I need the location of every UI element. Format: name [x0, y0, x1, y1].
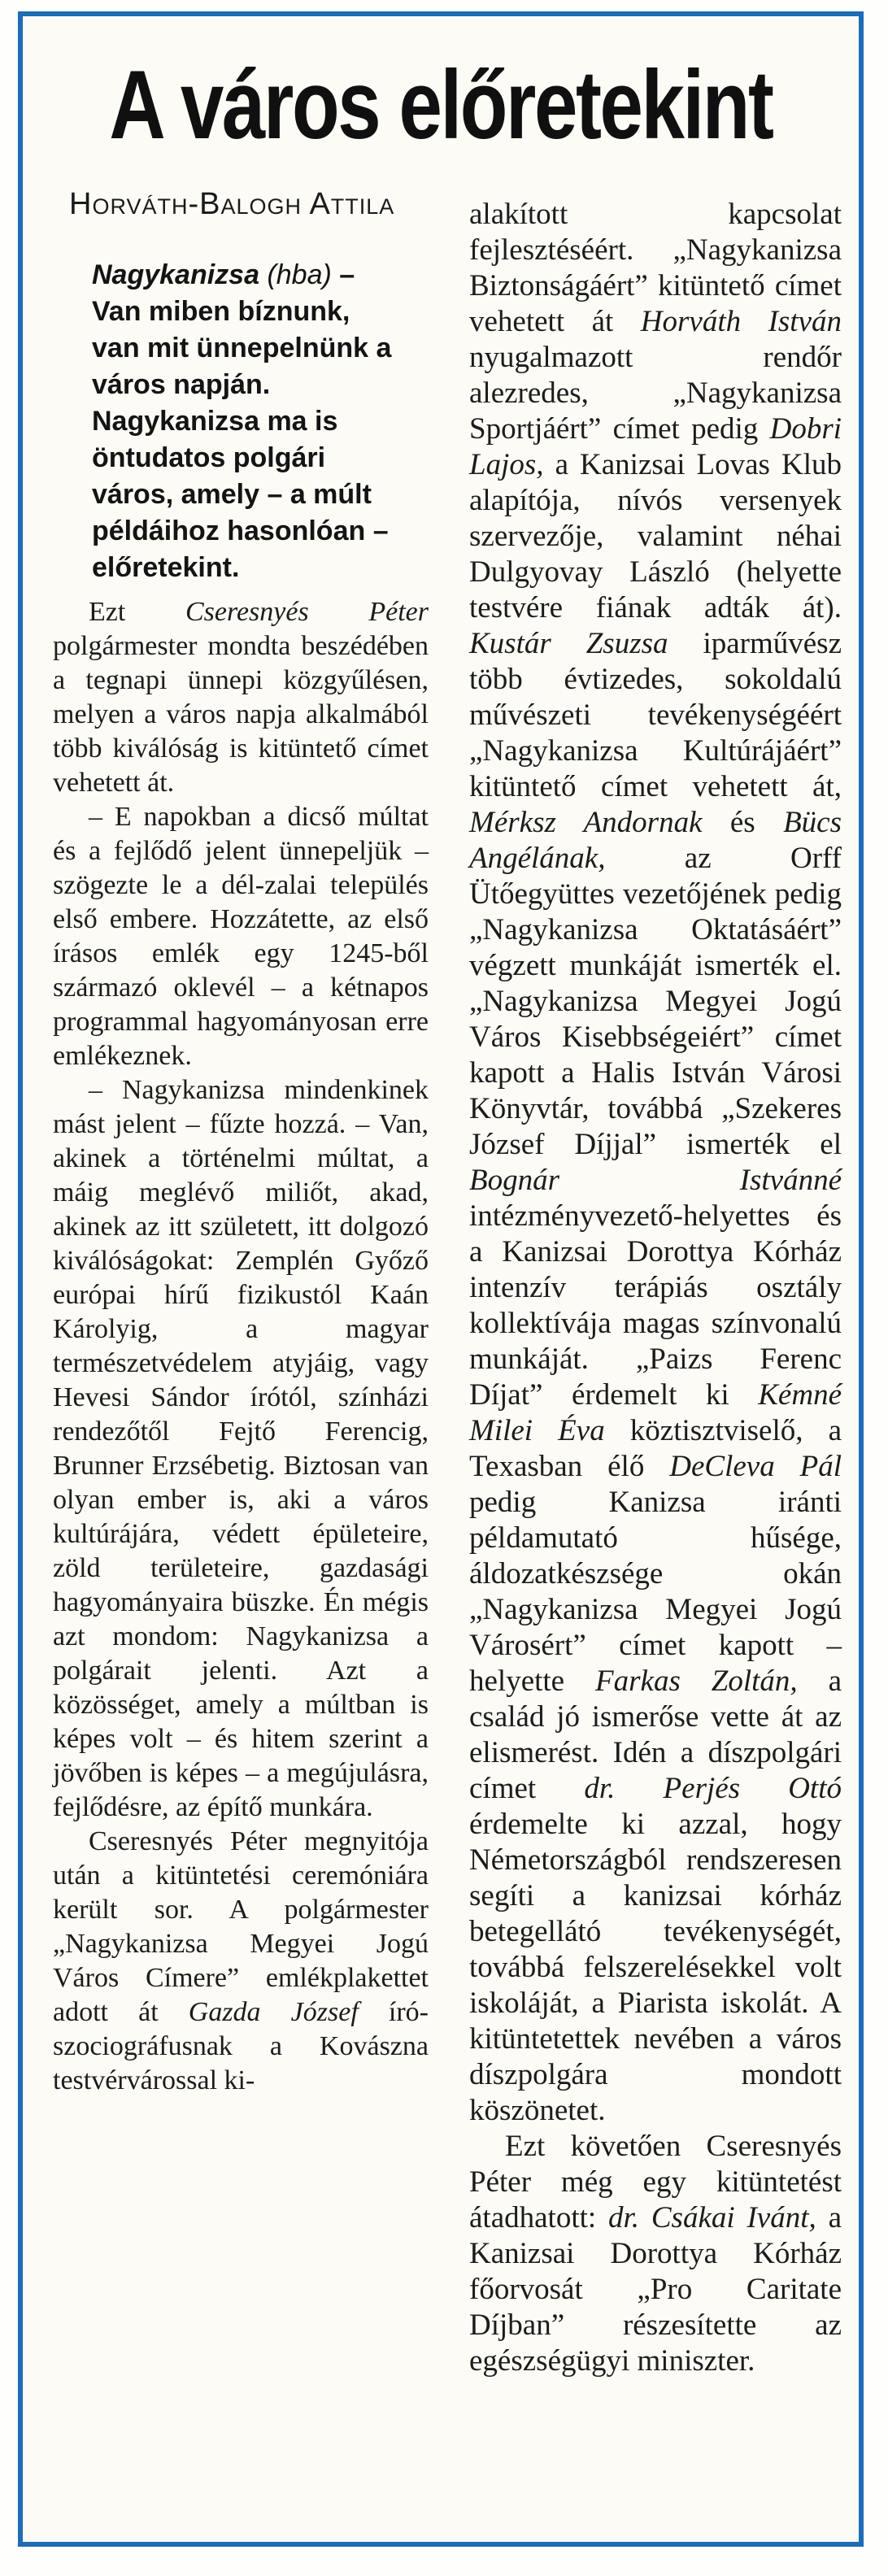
- paragraph: [53, 1073, 429, 1825]
- text-run: a Kanizsai Lovas Klub alapítója, nívós versenyek szervezője, valamint néhai Dulgyovay László (helyette testvére fiának adták át).: [469, 448, 842, 624]
- paragraph: [469, 2129, 842, 2379]
- text-run: író-szociográfusnak a Kovászna testvérvárossal ki-: [53, 1997, 429, 2095]
- text-run: intézményvezető-helyettes és a Kanizsai Dorottya Kórház intenzív terápiás osztály kollektívája magas színvonalú munkáját. „Paizs Ferenc Díjat” érdemelt ki: [469, 1199, 842, 1412]
- person-name-italic: Dobri Lajos,: [469, 412, 842, 481]
- article-column-right: [469, 197, 842, 2379]
- text-run: és: [702, 806, 784, 839]
- text-run: alakított kapcsolat fejlesztéséért. „Nagykanizsa Biztonságáért” kitüntető címet vehetett át: [469, 198, 842, 338]
- person-name-italic: dr. Csákai Ivánt,: [608, 2201, 816, 2234]
- text-run: – E napokban a dicső múltat és a fejlődő jelent ünnepeljük – szögezte le a dél-zalai település első embere. Hozzátette, az első írásos emlék egy 1245-ből származó oklevél – a kétnapos programmal hagyományosan erre emlékeznek.: [53, 802, 429, 1071]
- text-run: Ezt követően Cseresnyés Péter még egy kitüntetést átadhatott:: [469, 2130, 842, 2234]
- person-name-italic: Kémné Milei Éva: [469, 1378, 842, 1447]
- person-name-italic: Gazda József: [188, 1997, 359, 2027]
- paragraph: [53, 800, 429, 1073]
- person-name-italic: Farkas Zoltán,: [595, 1664, 798, 1698]
- text-run: az Orff Ütőegyüttes vezetőjének pedig „Nagykanizsa Oktatásáért” végzett munkáját ismerték el. „Nagykanizsa Megyei Jogú Város Kisebbségeiért” címet kapott a Halis István Városi Könyvtár, továbbá „Szekeres József Díjjal” ismerték el: [469, 842, 842, 1161]
- byline-credit: (hba): [259, 259, 340, 290]
- person-name-italic: Horváth István: [640, 305, 842, 338]
- article-column-left: [53, 595, 429, 2098]
- paragraph: [53, 595, 429, 800]
- person-name-italic: Bücs Angélának,: [469, 806, 842, 875]
- paragraph: [53, 1825, 429, 2098]
- person-name-italic: Cseresnyés Péter: [185, 597, 429, 627]
- dateline: Nagykanizsa: [92, 259, 259, 290]
- text-run: érdemelte ki azzal, hogy Németországból rendszeresen segíti a kanizsai kórház betegellátó tevékenységét, továbbá felszerelésekkel volt iskoláját, a Piarista iskolát. A kitüntetettek nevében a város díszpolgára mondott köszönetet.: [469, 1808, 842, 2127]
- text-run: Cseresnyés Péter megnyitója után a kitüntetési ceremóniára került sor. A polgármester „Nagykanizsa Megyei Jogú Város Címere” emlékplakettet adott át: [53, 1826, 429, 2027]
- text-run: iparművész több évtizedes, sokoldalú művészeti tevékenységéért „Nagykanizsa Kultúrájáért” kitüntető címet vehetett át,: [469, 627, 842, 803]
- text-run: a Kanizsai Dorottya Kórház főorvosát „Pro Caritate Díjban” részesítette az egészségügyi miniszter.: [469, 2201, 842, 2378]
- text-run: Ezt: [89, 597, 185, 627]
- article-frame: [18, 11, 864, 2547]
- person-name-italic: Bognár Istvánné: [469, 1164, 842, 1197]
- paragraph: [469, 197, 842, 2129]
- person-name-italic: DeCleva Pál: [669, 1450, 842, 1483]
- byline: Horváth-Balogh Attila: [69, 187, 395, 221]
- text-run: köztisztviselő, a Texasban élő: [469, 1414, 842, 1483]
- person-name-italic: dr. Perjés Ottó: [584, 1772, 842, 1805]
- person-name-italic: Mérksz Andornak: [469, 806, 703, 839]
- lead-text: – Van miben bíznunk, van mit ünnepelnünk a város napján. Nagykanizsa ma is öntudatos polgári város, amely – a múlt példáihoz hasonlóan – előretekint.: [92, 259, 392, 583]
- person-name-italic: Kustár Zsuzsa: [469, 627, 668, 660]
- article-title: A város előretekint: [109, 50, 773, 159]
- text-run: a család jó ismerőse vette át az elismerést. Idén a díszpolgári címet: [469, 1664, 842, 1805]
- text-run: – Nagykanizsa mindenkinek mást jelent – fűzte hozzá. – Van, akinek a történelmi múltat, a máig meglévő miliőt, akad, akinek az itt született, itt dolgozó kiválóságokat: Zemplén Győző európai hírű fizikustól Kaán Károlyig, a magyar természetvédelem atyjáig, vagy Hevesi Sándor írótól, színházi rendezőtől Fejtő Ferencig, Brunner Erzsébetig. Biztosan van olyan ember is, aki a város kultúrájára, védett épületeire, zöld területeire, gazdasági hagyományaira büszke. Én mégis azt mondom: Nagykanizsa a polgárait jelenti. Azt a közösséget, amely a múltban is képes volt – és hitem szerint a jövőben is képes – a megújulásra, fejlődésre, az építő munkára.: [53, 1075, 429, 1822]
- text-run: pedig Kanizsa iránti példamutató hűsége, áldozatkészsége okán „Nagykanizsa Megyei Jogú Városért” címet kapott – helyette: [469, 1486, 842, 1698]
- text-run: polgármester mondta beszédében a tegnapi ünnepi közgyűlésen, melyen a város napja alkalmából több kiválóság is kitüntető címet vehetett át.: [53, 631, 429, 798]
- lead-paragraph: [92, 257, 399, 586]
- text-run: nyugalmazott rendőr alezredes, „Nagykanizsa Sportjáért” címet pedig: [469, 341, 842, 446]
